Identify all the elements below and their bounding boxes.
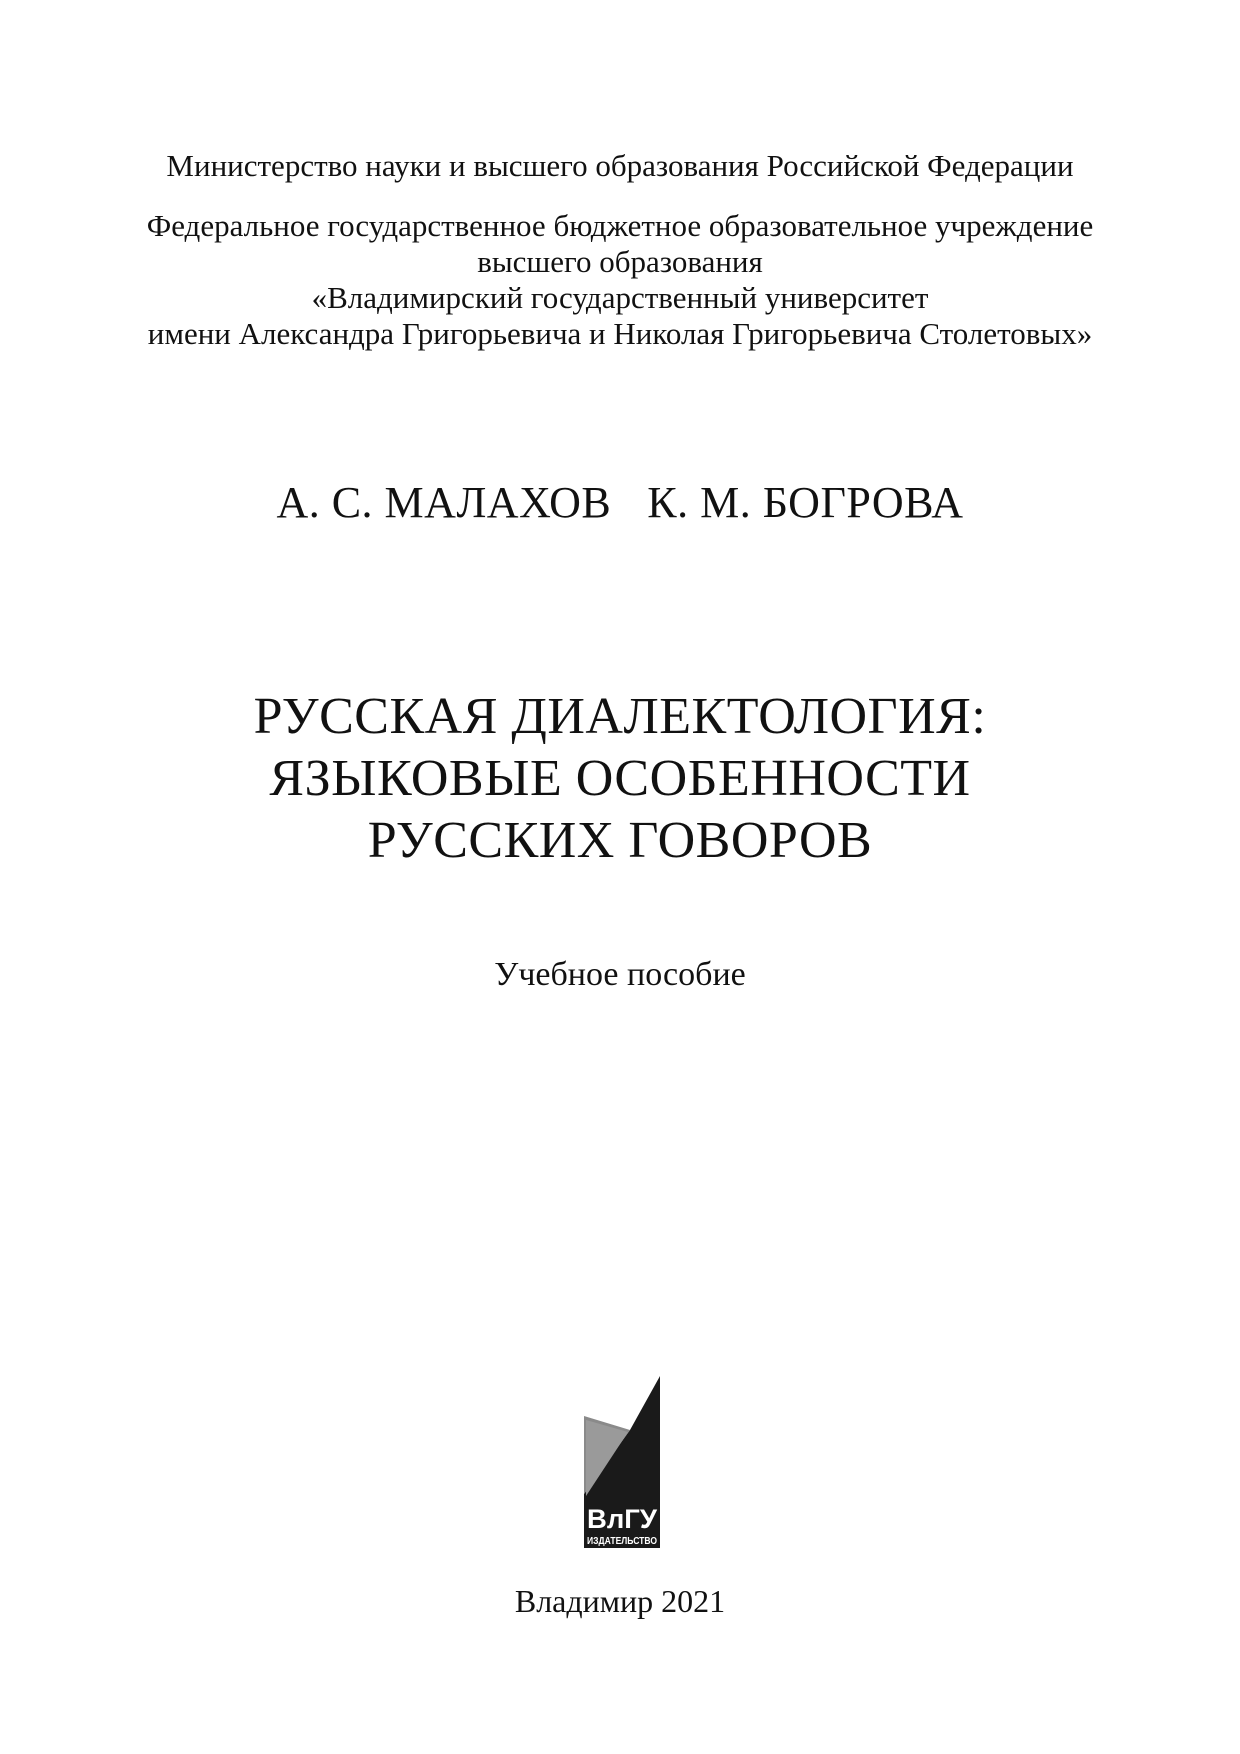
vlgu-publisher-logo-icon [584, 1376, 660, 1548]
institution-line-3: «Владимирский государственный университет [311, 280, 929, 315]
author-2: К. М. БОГРОВА [647, 478, 964, 527]
logo-text-sub: ИЗДАТЕЛЬСТВО [587, 1536, 658, 1547]
book-subtitle: Учебное пособие [494, 956, 746, 993]
ministry-line: Министерство науки и высшего образования Российской Федерации [166, 148, 1074, 183]
institution-line-2: высшего образования [477, 244, 763, 279]
title-line-2: ЯЗЫКОВЫЕ ОСОБЕННОСТИ [269, 750, 971, 807]
book-title [0, 686, 1240, 872]
institution-block [0, 208, 1240, 352]
authors-line [0, 478, 1240, 528]
institution-line-1: Федеральное государственное бюджетное образовательное учреждение [146, 208, 1094, 243]
institution-line-4: имени Александра Григорьевича и Николая Григорьевича Столетовых» [147, 316, 1093, 351]
title-line-3: РУССКИХ ГОВОРОВ [367, 812, 873, 869]
imprint-city-year: Владимир 2021 [514, 1583, 726, 1619]
title-line-1: РУССКАЯ ДИАЛЕКТОЛОГИЯ: [253, 688, 987, 745]
logo-text-main: ВлГУ [587, 1504, 659, 1534]
author-1: А. С. МАЛАХОВ [276, 478, 612, 527]
